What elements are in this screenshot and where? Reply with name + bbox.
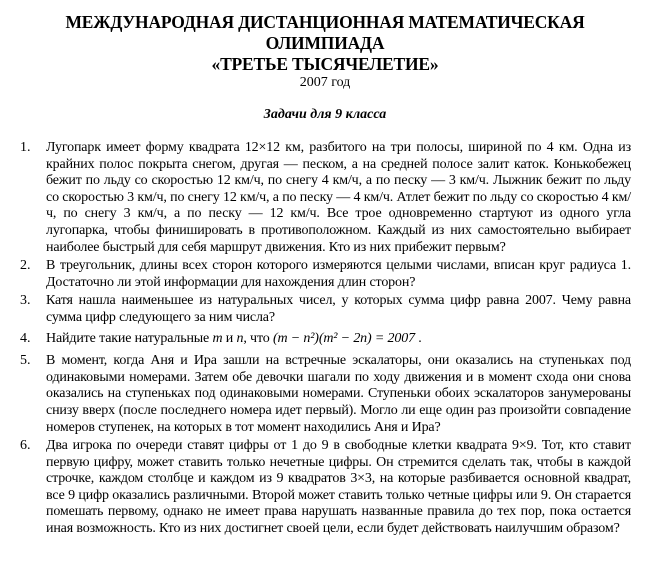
problem-number: 1. bbox=[20, 140, 31, 155]
problem-text: В треугольник, длины всех сторон которого измеряются целыми числами, вписан круг радиуса 1. Достаточно ли этой информации для нахождения длин сторон? bbox=[46, 258, 631, 290]
problem-4 bbox=[0, 331, 650, 348]
problem-number: 3. bbox=[20, 293, 31, 309]
problem-2 bbox=[0, 258, 650, 291]
title-line-1: МЕЖДУНАРОДНАЯ ДИСТАНЦИОННАЯ МАТЕМАТИЧЕСКАЯ bbox=[65, 12, 585, 32]
problem-text-part: , что bbox=[243, 330, 273, 346]
problem-number: 5. bbox=[20, 353, 31, 369]
problem-1 bbox=[0, 140, 650, 256]
problem-5 bbox=[0, 353, 650, 436]
variable-m: m bbox=[212, 330, 223, 346]
problem-number: 2. bbox=[20, 258, 31, 274]
problem-text-part: и bbox=[222, 330, 237, 346]
problem-text: Лугопарк имеет форму квадрата 12×12 км, разбитого на три полосы, шириной по 4 км. Одна из крайних полос покрыта снегом, другая — песком, а на средней полосе залит каток. Конькобежец бежит по льду со скоростью 12 км/ч, по снегу 4 км/ч, а по песку — 3 км/ч. Лыжник бежит по льду со скоростью 3 км/ч, по снегу 12 км/ч, а по песку — 4 км/ч. Атлет бежит по льду со скоростью 4 км/ч, по снегу 3 км/ч, а по песку — 12 км/ч. Все трое одновременно стартуют из одного угла лугопарка, чтобы финишировать в противоположном. Каждый из них самостоятельно выбирает наиболее быстрый для себя маршрут движения. Кто из них прибежит первым? bbox=[46, 140, 631, 255]
problem-number: 4. bbox=[20, 330, 31, 346]
problem-6 bbox=[0, 438, 650, 538]
variable-n: n bbox=[236, 330, 244, 346]
problem-text-part: . bbox=[414, 330, 422, 346]
title-line-3: «ТРЕТЬЕ ТЫСЯЧЕЛЕТИЕ» bbox=[211, 54, 439, 74]
problem-text: Катя нашла наименьшее из натуральных чисел, у которых сумма цифр равна 2007. Чему равна сумма цифр следующего за ним числа? bbox=[46, 293, 631, 325]
problem-text bbox=[46, 331, 631, 348]
olympiad-title bbox=[0, 12, 650, 75]
equation: (m − n²)(m² − 2n) = 2007 bbox=[272, 330, 415, 346]
title-line-2: ОЛИМПИАДА bbox=[265, 33, 385, 53]
problem-text-part: Найдите такие натуральные bbox=[46, 330, 213, 346]
problem-list bbox=[0, 140, 650, 540]
problem-text: В момент, когда Аня и Ира зашли на встречные эскалаторы, они оказались на ступеньках под одинаковыми номерами. Затем обе девочки шагали по ходу движения и в момент схода они снова оказались на ступеньках под одинаковыми номерами. Ступеньки обоих эскалаторов занумерованы снизу вверх (после последнего номера идет первый). Могло ли еще один раз произойти совпадение номеров ступенек, на которых в тот момент находились Аня и Ира? bbox=[46, 353, 631, 435]
year-label: 2007 год bbox=[299, 75, 351, 90]
grade-subtitle: Задачи для 9 класса bbox=[263, 107, 387, 122]
problem-text: Два игрока по очереди ставят цифры от 1 до 9 в свободные клетки квадрата 9×9. Тот, кто ставит первую цифру, может ставить только нечетные цифры. Он стремится сделать так, чтобы в каждой строчке, каждом столбце и каждом из 9 квадратов 3×3, на которые разбивается основной квадрат, все 9 цифр оказались различными. Второй может ставить только четные цифры или 9. Он старается помешать первому, однако не имеет права нарушать названные правила до тех пор, пока остается иная возможность. Кто из них достигнет своей цели, если будет действовать наилучшим образом? bbox=[46, 438, 631, 537]
problem-3 bbox=[0, 293, 650, 326]
problem-number: 6. bbox=[20, 438, 31, 454]
